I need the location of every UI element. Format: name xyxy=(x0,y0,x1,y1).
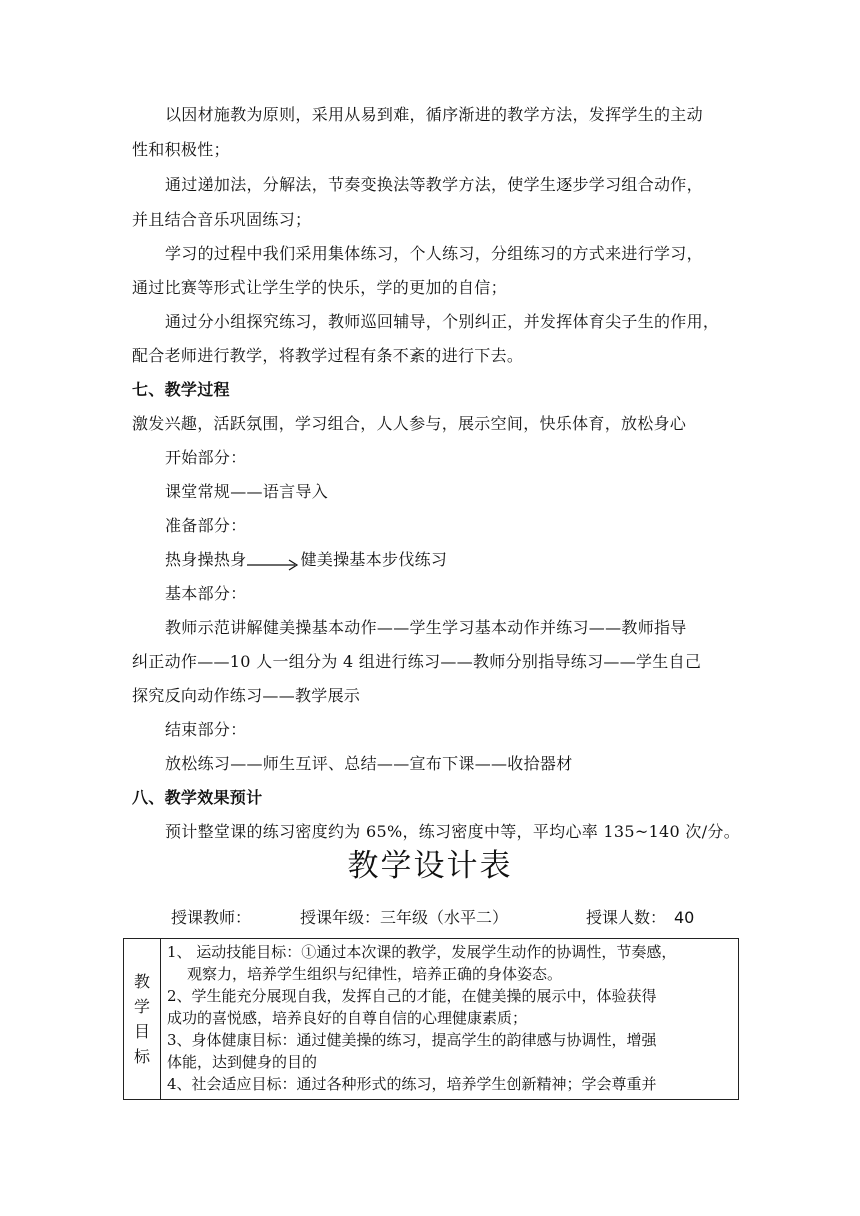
grade-info: 授课年级：三年级（水平二） xyxy=(300,908,509,927)
paragraph-method-line: 配合老师进行教学，将教学过程有条不紊的进行下去。 xyxy=(132,346,524,365)
basic-part-label: 基本部分： xyxy=(165,584,247,603)
section-heading-effect-estimate: 八、教学效果预计 xyxy=(132,788,263,807)
paragraph-method-line: 通过比赛等形式让学生学的快乐，学的更加的自信； xyxy=(132,278,507,297)
end-part-content: 放松练习——师生互评、总结——宣布下课——收拾器材 xyxy=(165,754,573,773)
section-heading-teaching-process: 七、教学过程 xyxy=(132,380,230,399)
paragraph-method-line: 通过递加法，分解法，节奏变换法等教学方法，使学生逐步学习组合动作， xyxy=(165,175,703,194)
teaching-goals-label-cell xyxy=(124,939,161,1100)
paragraph-method-line: 学习的过程中我们采用集体练习，个人练习，分组练习的方式来进行学习， xyxy=(165,244,703,263)
teaching-goals-table xyxy=(123,938,739,1100)
start-part-content: 课堂常规——语言导入 xyxy=(165,482,329,501)
label-char: 标 xyxy=(133,1047,150,1066)
basic-part-line: 纠正动作——10 人一组分为 4 组进行练习——教师分别指导练习——学生自己 xyxy=(132,652,702,671)
student-count-label: 授课人数： xyxy=(586,908,667,927)
goal-item: 观察力，培养学生组织与纪律性，培养正确的身体姿态。 xyxy=(187,965,563,983)
label-char: 教 xyxy=(133,972,150,991)
process-summary: 激发兴趣，活跃氛围，学习组合，人人参与，展示空间，快乐体育，放松身心 xyxy=(132,414,687,433)
goal-item: 1、 运动技能目标：①通过本次课的教学，发展学生动作的协调性，节奏感， xyxy=(167,943,677,961)
student-count-value: 40 xyxy=(674,908,695,927)
label-char: 目 xyxy=(133,1022,150,1041)
label-char: 学 xyxy=(133,997,150,1016)
start-part-label: 开始部分： xyxy=(165,448,247,467)
prep-part-label: 准备部分： xyxy=(165,516,247,535)
goal-item: 体能，达到健身的目的 xyxy=(167,1053,318,1071)
paragraph-method-line: 性和积极性； xyxy=(132,140,230,159)
paragraph-method-line: 以因材施教为原则，采用从易到难，循序渐进的教学方法，发挥学生的主动 xyxy=(165,105,703,124)
goal-item: 2、学生能充分展现自我，发挥自己的才能，在健美操的展示中，体验获得 xyxy=(167,987,657,1005)
paragraph-method-line: 通过分小组探究练习，教师巡回辅导，个别纠正，并发挥体育尖子生的作用， xyxy=(165,312,720,331)
end-part-label: 结束部分： xyxy=(165,720,247,739)
teaching-goals-row xyxy=(124,939,739,1100)
goal-item: 成功的喜悦感，培养良好的自尊自信的心理健康素质； xyxy=(167,1009,528,1027)
teacher-label: 授课教师： xyxy=(171,908,252,927)
arrow-right-icon xyxy=(247,553,301,569)
teaching-goals-content-cell xyxy=(161,939,739,1100)
prep-steps-text: 健美操基本步伐练习 xyxy=(300,550,448,569)
prep-warmup-text: 热身操热身 xyxy=(165,550,247,569)
design-table-title: 教学设计表 xyxy=(347,848,513,884)
effect-estimate-content: 预计整堂课的练习密度约为 65%，练习密度中等，平均心率 135~140 次/分。 xyxy=(165,822,740,841)
basic-part-line: 教师示范讲解健美操基本动作——学生学习基本动作并练习——教师指导 xyxy=(165,618,687,637)
prep-part-content xyxy=(165,549,447,571)
goal-item: 4、社会适应目标：通过各种形式的练习，培养学生创新精神；学会尊重并 xyxy=(167,1075,657,1093)
paragraph-method-line: 并且结合音乐巩固练习； xyxy=(132,210,312,229)
goal-item: 3、身体健康目标：通过健美操的练习，提高学生的韵律感与协调性，增强 xyxy=(167,1031,657,1049)
basic-part-line: 探究反向动作练习——教学展示 xyxy=(132,686,361,705)
